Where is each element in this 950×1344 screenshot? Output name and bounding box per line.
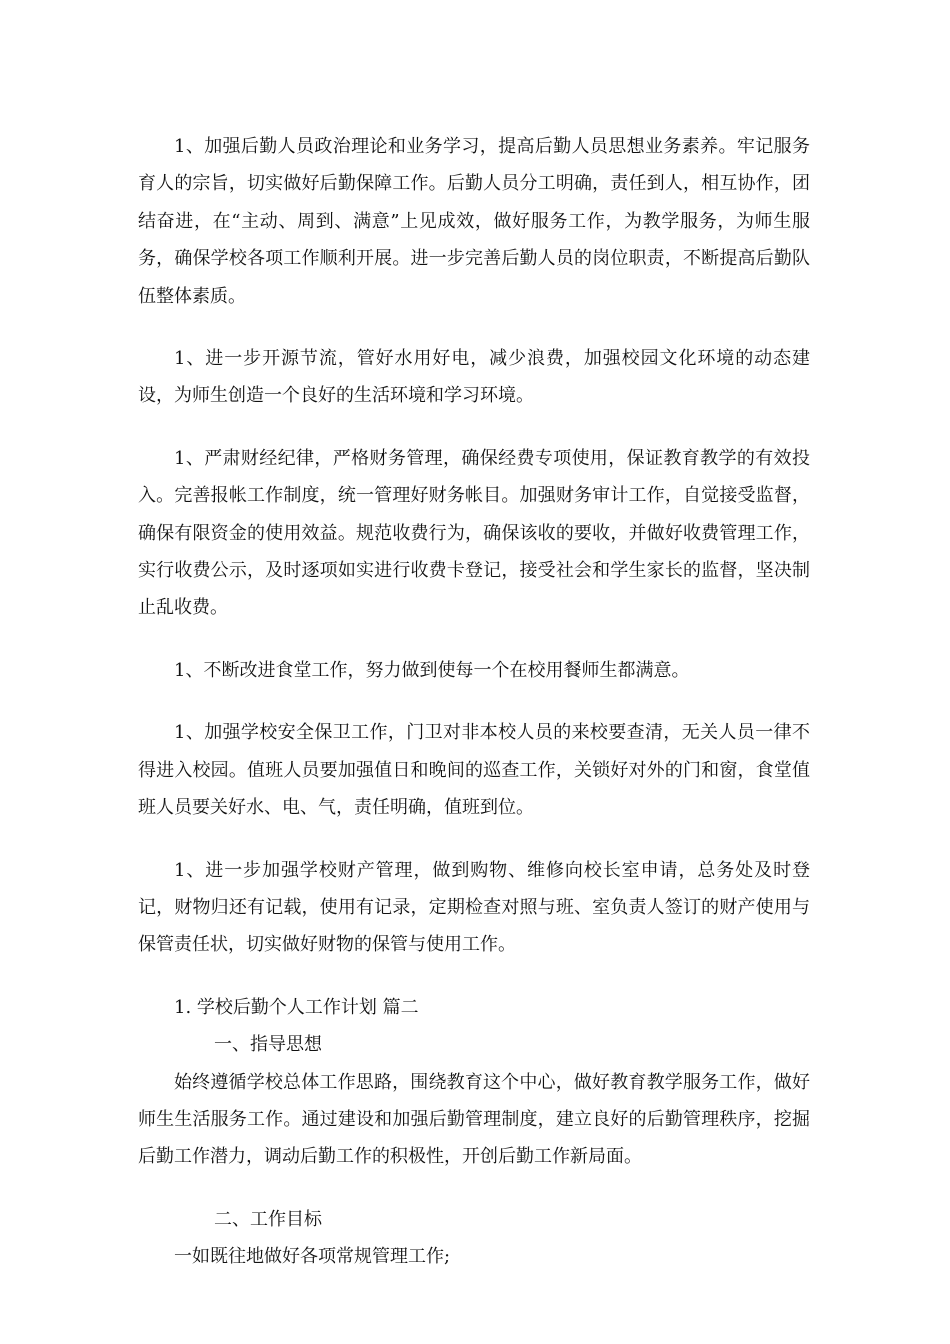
guiding-thought-text: 始终遵循学校总体工作思路，围绕教育这个中心，做好教育教学服务工作，做好师生生活服务工作。通过建设和加强后勤管理制度，建立良好的后勤管理秩序，挖掘后勤工作潜力，调动后勤工作的积极性，开创后勤工作新局面。	[138, 1071, 810, 1168]
paragraph-staff-training: 1、加强后勤人员政治理论和业务学习，提高后勤人员思想业务素养。牢记服务育人的宗旨，切实做好后勤保障工作。后勤人员分工明确，责任到人，相互协作，团结奋进，在“主动、周到、满意”上见成效，做好服务工作，为教学服务，为师生服务，确保学校各项工作顺利开展。进一步完善后勤人员的岗位职责，不断提高后勤队伍整体素质。	[138, 136, 810, 307]
paragraph-resource-saving: 1、进一步开源节流，管好水用好电，减少浪费，加强校园文化环境的动态建设，为师生创造一个良好的生活环境和学习环境。	[138, 348, 810, 407]
document-body	[138, 128, 810, 1276]
work-goals-text: 一如既往地做好各项常规管理工作;	[174, 1246, 451, 1268]
section-title: 1. 学校后勤个人工作计划 篇二	[174, 996, 419, 1018]
paragraph-security: 1、加强学校安全保卫工作，门卫对非本校人员的来校要查清，无关人员一律不得进入校园。值班人员要加强值日和晚间的巡查工作，关锁好对外的门和窗，食堂值班人员要关好水、电、气，责任明确，值班到位。	[138, 722, 810, 819]
paragraph-finance-management: 1、严肃财经纪律，严格财务管理，确保经费专项使用，保证教育教学的有效投入。完善报帐工作制度，统一管理好财务帐目。加强财务审计工作，自觉接受监督，确保有限资金的使用效益。规范收费行为，确保该收的要收，并做好收费管理工作，实行收费公示，及时逐项如实进行收费卡登记，接受社会和学生家长的监督，坚决制止乱收费。	[138, 447, 810, 619]
work-goals-heading: 二、工作目标	[214, 1208, 322, 1230]
paragraph-property-management: 1、进一步加强学校财产管理，做到购物、维修向校长室申请，总务处及时登记，财物归还有记载，使用有记录，定期检查对照与班、室负责人签订的财产使用与保管责任状，切实做好财物的保管与使用工作。	[138, 859, 810, 956]
paragraph-canteen: 1、不断改进食堂工作，努力做到使每一个在校用餐师生都满意。	[174, 659, 690, 681]
guiding-thought-heading: 一、指导思想	[214, 1034, 322, 1056]
